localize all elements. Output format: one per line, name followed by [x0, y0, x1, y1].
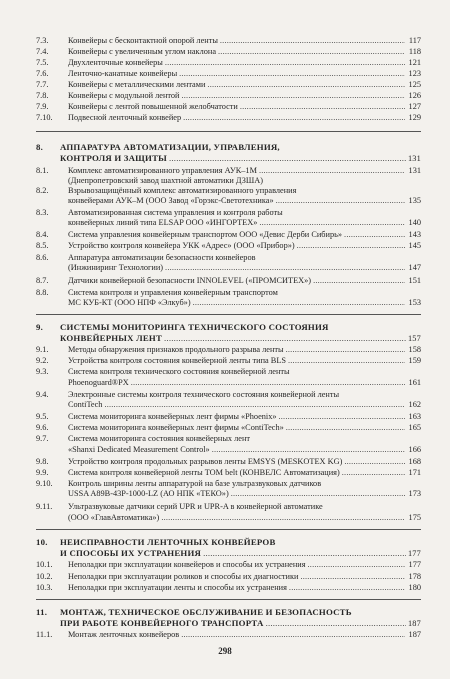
chapter-title: СИСТЕМЫ МОНИТОРИНГА ТЕХНИЧЕСКОГО СОСТОЯНИЯ [60, 322, 329, 332]
entry-number: 7.9. [36, 102, 49, 111]
leader-dots [276, 196, 405, 206]
toc-entry [36, 457, 421, 467]
leader-dots [161, 513, 405, 523]
leader-dots [300, 572, 405, 582]
chapter-heading-cont [60, 618, 421, 629]
leader-dots [286, 423, 405, 433]
chapter-page: 187 [407, 619, 421, 628]
toc-entry [36, 208, 421, 218]
toc-entry [36, 502, 421, 512]
toc-entry [36, 276, 421, 286]
section-divider [36, 314, 421, 315]
entry-title-cont: ContiTech [68, 400, 103, 409]
entry-page: 178 [408, 572, 421, 581]
toc-entry-cont [68, 196, 421, 206]
leader-dots [218, 47, 405, 57]
toc-entry-cont [68, 400, 421, 410]
entry-number: 9.3. [36, 367, 49, 376]
entry-page: 162 [408, 400, 421, 409]
entry-title: Устройство контроля конвейера УКК «Адрес» (ООО «Прибор») [68, 241, 295, 250]
entry-title: Монтаж ленточных конвейеров [68, 630, 180, 639]
entry-number: 7.3. [36, 36, 49, 45]
chapter-number: 9. [36, 322, 43, 332]
toc-entry-cont [68, 218, 421, 228]
leader-dots [279, 412, 406, 422]
toc-entry [36, 367, 421, 377]
section-divider [36, 529, 421, 530]
chapter-heading [36, 322, 421, 333]
entry-number: 9.6. [36, 423, 49, 432]
chapter-number: 10. [36, 537, 48, 547]
entry-page: 147 [408, 263, 421, 272]
entry-title-cont: (ООО «ГлавАвтоматика») [68, 513, 160, 522]
chapter-heading-cont [60, 548, 421, 559]
toc-entry [36, 345, 421, 355]
entry-title: Устройства контроля состояния конвейерной ленты типа BLS [68, 356, 286, 365]
leader-dots [342, 468, 405, 478]
entry-page: 123 [408, 69, 421, 78]
chapter-title: НЕИСПРАВНОСТИ ЛЕНТОЧНЫХ КОНВЕЙЕРОВ [60, 537, 276, 547]
entry-page: 127 [408, 102, 421, 111]
leader-dots [179, 69, 405, 79]
entry-title: Система мониторинга конвейерных лент фирмы «Phoenix» [68, 412, 277, 421]
entry-number: 9.5. [36, 412, 49, 421]
entry-page: 165 [408, 423, 421, 432]
entry-page: 158 [408, 345, 421, 354]
leader-dots [181, 630, 405, 640]
toc-entry [36, 102, 421, 112]
section-divider [36, 599, 421, 600]
toc-entry [36, 113, 421, 123]
toc-entry [36, 434, 421, 444]
toc-entry [36, 630, 421, 640]
entry-title: Конвейеры с увеличенным углом наклона [68, 47, 217, 56]
entry-page: 173 [408, 489, 421, 498]
entry-page: 163 [408, 412, 421, 421]
toc-entry-cont [68, 263, 421, 273]
toc-entry [36, 69, 421, 79]
entry-number: 7.6. [36, 69, 49, 78]
entry-title: Неполадки при эксплуатации конвейеров и способы их устранения [68, 560, 306, 569]
entry-page: 151 [408, 276, 421, 285]
entry-title: Система мониторинга состояния конвейерных лент [68, 434, 251, 443]
entry-title: Датчики конвейерной безопасности INNOLEVEL («ПРОМСИТЕХ») [68, 276, 312, 285]
entry-title-cont: «Shanxi Dedicated Measurement Control» [68, 445, 210, 454]
entry-title: Методы обнаружения признаков продольного разрыва ленты [68, 345, 284, 354]
entry-number: 7.7. [36, 80, 49, 89]
leader-dots [313, 276, 405, 286]
leader-dots [183, 113, 405, 123]
leader-dots [289, 583, 405, 593]
entry-title-cont: (Днепропетровский завод шахтной автоматики ДЗША) [68, 176, 264, 185]
section-divider [36, 131, 421, 132]
entry-title-cont: МС КУБ-КТ (ООО НПФ «Элкуб») [68, 298, 191, 307]
leader-dots [203, 548, 406, 559]
toc-entry [36, 583, 421, 593]
chapter-heading [36, 142, 421, 153]
leader-dots [207, 80, 405, 90]
chapter-heading [36, 537, 421, 548]
leader-dots [344, 230, 405, 240]
entry-page: 143 [408, 230, 421, 239]
entry-title: Система контроля и управления конвейерным транспортом [68, 288, 278, 297]
toc-entry-cont [68, 489, 421, 499]
leader-dots [104, 400, 405, 410]
toc-entry [36, 36, 421, 46]
entry-number: 8.8. [36, 288, 49, 297]
entry-title-cont: (Инжиниринг Технологии) [68, 263, 164, 272]
entry-page: 187 [408, 630, 421, 639]
toc-entry [36, 412, 421, 422]
chapter-title-cont: КОНВЕЙЕРНЫХ ЛЕНТ [60, 333, 163, 343]
chapter-number: 8. [36, 142, 43, 152]
toc-entry [36, 47, 421, 57]
entry-title: Ленточно-канатные конвейеры [68, 69, 178, 78]
entry-title: Комплекс автоматизированного управления АУК–1М [68, 166, 257, 175]
toc-entry [36, 356, 421, 366]
entry-number: 9.4. [36, 390, 49, 399]
leader-dots [297, 241, 405, 251]
entry-number: 8.2. [36, 186, 49, 195]
entry-number: 8.3. [36, 208, 49, 217]
chapter-page: 157 [407, 334, 421, 343]
entry-title: Подвесной ленточный конвейер [68, 113, 182, 122]
toc-entry [36, 560, 421, 570]
leader-dots [286, 345, 405, 355]
chapter-heading-cont [60, 153, 421, 164]
entry-page: 153 [408, 298, 421, 307]
toc-entry [36, 253, 421, 263]
chapter-heading-cont [60, 333, 421, 344]
chapter-heading [36, 607, 421, 618]
toc-entry [36, 423, 421, 433]
chapter-title-cont: ПРИ РАБОТЕ КОНВЕЙЕРНОГО ТРАНСПОРТА [60, 618, 264, 628]
entry-number: 9.9. [36, 468, 49, 477]
entry-page: 161 [408, 378, 421, 387]
entry-title-cont: USSA A89B-43P-1000-LZ (АО НПК «ТЕКО») [68, 489, 229, 498]
entry-number: 9.2. [36, 356, 49, 365]
entry-page: 180 [408, 583, 421, 592]
entry-title: Двухленточные конвейеры [68, 58, 163, 67]
entry-title: Неполадки при эксплуатации роликов и способы их диагностики [68, 572, 299, 581]
entry-title: Взрывозащищённый комплекс автоматизированного управления [68, 186, 297, 195]
entry-title: Аппаратура автоматизации безопасности конвейеров [68, 253, 256, 262]
chapter-page: 177 [407, 549, 421, 558]
entry-title: Конвейеры с бесконтактной опорой ленты [68, 36, 218, 45]
entry-title: Устройство контроля продольных разрывов ленты EMSYS (MESKOTEX KG) [68, 457, 343, 466]
entry-title: Автоматизированная система управления и контроля работы [68, 208, 283, 217]
toc-entry [36, 186, 421, 196]
leader-dots [193, 298, 405, 308]
entry-number: 7.5. [36, 58, 49, 67]
entry-number: 7.10. [36, 113, 53, 122]
entry-title: Конвейеры с лентой повышенной желобчатости [68, 102, 238, 111]
leader-dots [288, 356, 405, 366]
entry-number: 9.10. [36, 479, 53, 488]
toc-entry [36, 288, 421, 298]
chapter-page: 131 [407, 154, 421, 163]
entry-title: Контроль ширины ленты аппаратурой на базе ультразвуковых датчиков [68, 479, 322, 488]
entry-title-cont: Phoenoguard®PX [68, 378, 129, 387]
entry-number: 10.3. [36, 583, 53, 592]
entry-title: Система управления конвейерным транспортом ООО «Девис Дерби Сибирь» [68, 230, 343, 239]
toc-entry-cont [68, 445, 421, 455]
entry-number: 8.5. [36, 241, 49, 250]
entry-number: 11.1. [36, 630, 53, 639]
entry-title: Система мониторинга конвейерных лент фирмы «ContiTech» [68, 423, 284, 432]
leader-dots [259, 166, 405, 176]
toc-entry-cont [68, 378, 421, 388]
entry-page: 166 [408, 445, 421, 454]
leader-dots [131, 378, 405, 388]
leader-dots [344, 457, 405, 467]
entry-title: Электронные системы контроля технического состояния конвейерной ленты [68, 390, 340, 399]
entry-page: 135 [408, 196, 421, 205]
entry-number: 8.1. [36, 166, 49, 175]
entry-page: 175 [408, 513, 421, 522]
entry-title: Система контроля технического состояния конвейерной ленты [68, 367, 290, 376]
entry-title: Система контроля конвейерной ленты TOM belt (КОНВЕЛС Автоматизация) [68, 468, 340, 477]
leader-dots [220, 36, 405, 46]
leader-dots [308, 560, 405, 570]
entry-page: 117 [408, 36, 421, 45]
page-number: 298 [218, 646, 232, 656]
entry-number: 9.8. [36, 457, 49, 466]
toc-entry [36, 241, 421, 251]
leader-dots [169, 153, 406, 164]
entry-page: 177 [408, 560, 421, 569]
entry-page: 171 [408, 468, 421, 477]
leader-dots [259, 218, 405, 228]
leader-dots [165, 58, 405, 68]
entry-title: Конвейеры с модульной лентой [68, 91, 180, 100]
entry-page: 131 [408, 166, 421, 175]
entry-number: 9.11. [36, 502, 53, 511]
entry-number: 9.7. [36, 434, 49, 443]
entry-page: 118 [408, 47, 421, 56]
entry-page: 145 [408, 241, 421, 250]
chapter-title-cont: И СПОСОБЫ ИХ УСТРАНЕНИЯ [60, 548, 202, 558]
chapter-title: АППАРАТУРА АВТОМАТИЗАЦИИ, УПРАВЛЕНИЯ, [60, 142, 280, 152]
toc-entry [36, 479, 421, 489]
leader-dots [182, 91, 406, 101]
entry-page: 121 [408, 58, 421, 67]
entry-page: 159 [408, 356, 421, 365]
entry-page: 129 [408, 113, 421, 122]
chapter-title-cont: КОНТРОЛЯ И ЗАЩИТЫ [60, 153, 167, 163]
entry-number: 10.2. [36, 572, 53, 581]
entry-number: 8.4. [36, 230, 49, 239]
toc-entry-cont [68, 298, 421, 308]
toc-entry [36, 80, 421, 90]
entry-page: 126 [408, 91, 421, 100]
entry-number: 10.1. [36, 560, 53, 569]
entry-page: 125 [408, 80, 421, 89]
entry-title-cont: конвейерами АУК–М (ООО Завод «Горэкс-Светотехника» [68, 196, 274, 205]
chapter-title: МОНТАЖ, ТЕХНИЧЕСКОЕ ОБСЛУЖИВАНИЕ И БЕЗОПАСНОСТЬ [60, 607, 352, 617]
entry-page: 140 [408, 218, 421, 227]
toc-entry [36, 91, 421, 101]
leader-dots [240, 102, 405, 112]
toc-entry [36, 166, 421, 176]
toc-entry [36, 468, 421, 478]
toc-entry [36, 572, 421, 582]
toc-entry [36, 390, 421, 400]
toc-entry-cont [68, 513, 421, 523]
entry-number: 9.1. [36, 345, 49, 354]
toc-entry [36, 230, 421, 240]
entry-number: 8.6. [36, 253, 49, 262]
entry-number: 7.4. [36, 47, 49, 56]
entry-number: 8.7. [36, 276, 49, 285]
toc-entry-cont [68, 176, 421, 186]
leader-dots [231, 489, 405, 499]
entry-title: Конвейеры с металлическими лентами [68, 80, 206, 89]
chapter-number: 11. [36, 607, 48, 617]
leader-dots [266, 618, 406, 629]
leader-dots [164, 333, 406, 344]
entry-number: 7.8. [36, 91, 49, 100]
entry-title-cont: конвейерных линий типа ELSAP ООО «ИНГОРТЕХ» [68, 218, 258, 227]
leader-dots [165, 263, 405, 273]
toc-entry [36, 58, 421, 68]
leader-dots [212, 445, 405, 455]
entry-title: Неполадки при эксплуатации ленты и способы их устранения [68, 583, 287, 592]
entry-page: 168 [408, 457, 421, 466]
entry-title: Ультразвуковые датчики серий UPR и UPR-A в конвейерной автоматике [68, 502, 323, 511]
